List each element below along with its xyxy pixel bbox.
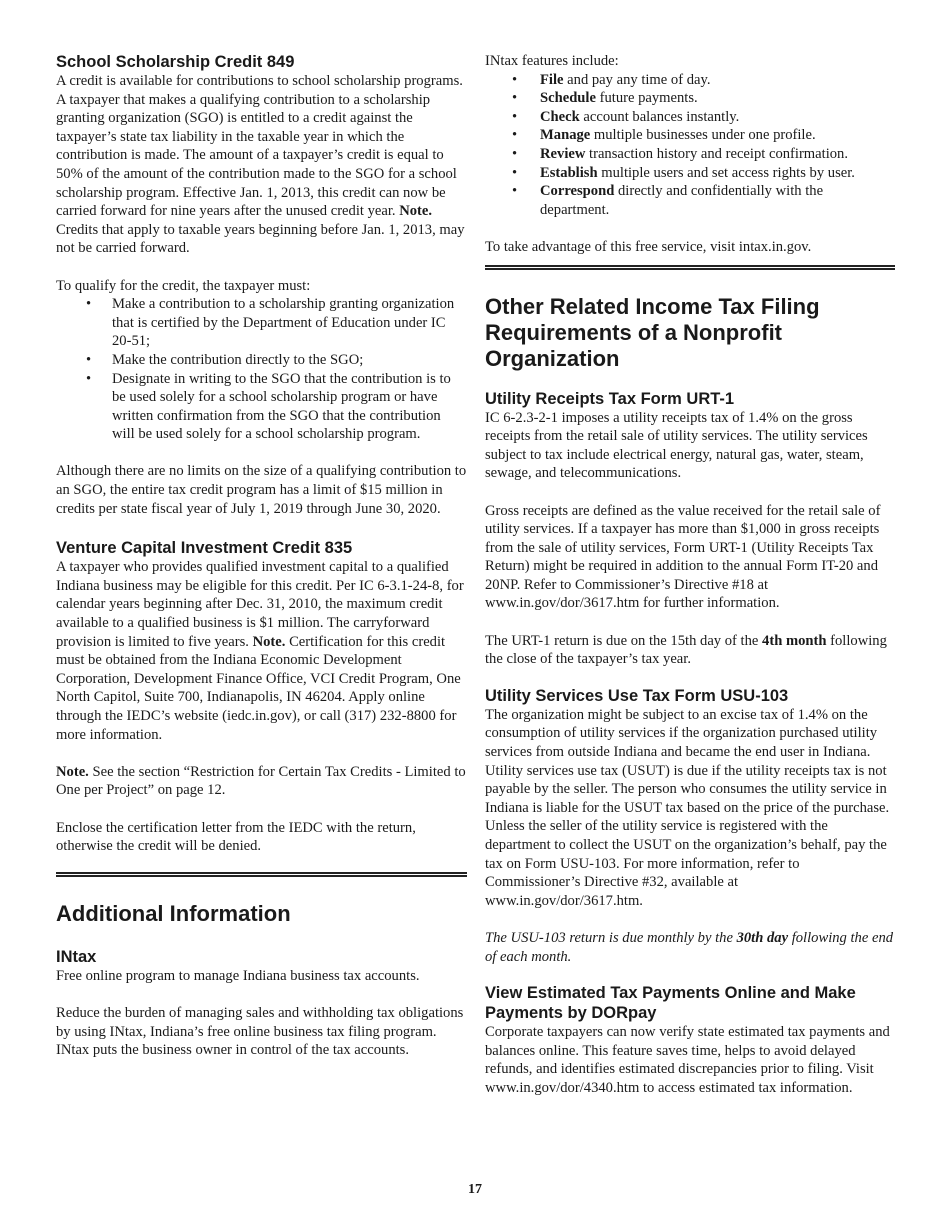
- left-column: [56, 52, 467, 1060]
- list-item: • Manage multiple businesses under one profile.: [485, 126, 895, 145]
- list-item: • File and pay any time of day.: [485, 71, 895, 90]
- vcic-p2-note: Note.: [56, 763, 89, 780]
- intax-outro: To take advantage of this free service, visit intax.in.gov.: [485, 238, 812, 255]
- list-item: • Review transaction history and receipt confirmation.: [485, 145, 895, 164]
- subsection-title-urt: Utility Receipts Tax Form URT-1: [485, 389, 735, 408]
- list-item: • Make the contribution directly to the SGO;: [56, 351, 467, 370]
- list-item: • Check account balances instantly.: [485, 108, 895, 127]
- ssc-p1-text: A credit is available for contributions to school scholarship programs. A taxpayer that makes a qualifying contribution to a scholarship granting organization (SGO) is entitled to a credit against the taxpayer’s state tax liability in the taxable year in which the contribution is made. The amount of a taxpayer’s credit is equal to 50% of the amount of the contribution made to the SGO for a school scholarship program. Effective Jan. 1, 2013, this credit can now be carried forward for nine years after the unused credit year.: [56, 73, 463, 220]
- intax-features-list: [485, 71, 895, 220]
- right-column: [485, 52, 895, 1098]
- urt-paragraph-1: IC 6-2.3-2-1 imposes a utility receipts tax of 1.4% on the gross receipts from the retail sale of utility services. The utility services subject to tax include electrical energy, natural gas, water, steam, sewage, and telecommunications.: [485, 409, 868, 482]
- usu-paragraph-1: The organization might be subject to an excise tax of 1.4% on the consumption of utility services if the organization purchased utility services from outside Indiana and became the end user in Indiana. Utility services use tax (USUT) is due if the utility receipts tax is not payable by the seller. The person who consumes the utility service in Indiana is liable for the USUT tax based on the price of the purchase. Unless the seller of the utility service is registered with the department to collect the USUT on the organization’s behalf, pay the tax on Form USU-103. For more information, refer to Commissioner’s Directive #32, available at www.in.gov/dor/3617.htm.: [485, 706, 890, 909]
- vcic-p1-text: A taxpayer who provides qualified investment capital to a qualified Indiana business may be eligible for this credit. Per IC 6-3.1-24-8, for calendar years beginning after Dec. 31, 2010, the maximum credit available to a qualified business is $1 million. The carryforward provision is limited to five years.: [56, 559, 464, 650]
- section-title-other-related-requirements: Other Related Income Tax Filing Requirements of a Nonprofit Organization: [485, 293, 820, 371]
- subsection-title-dorpay: View Estimated Tax Payments Online and Make Payments by DORpay: [485, 984, 856, 1023]
- urt-paragraph-3: The URT-1 return is due on the 15th day of the 4th month following the close of the taxpayer’s tax year.: [485, 632, 887, 668]
- dorpay-paragraph-1: Corporate taxpayers can now verify state estimated tax payments and balances online. This feature saves time, helps to avoid delayed refunds, and identifies estimated discrepancies prior to filing. Visit www.in.gov/dor/4340.htm to access estimated tax information.: [485, 1024, 890, 1096]
- vcic-paragraph-2: [56, 763, 467, 800]
- vcic-paragraph-3: Enclose the certification letter from the IEDC with the return, otherwise the credit will be denied.: [56, 819, 416, 855]
- ssc-paragraph-1: [56, 72, 467, 258]
- ssc-p1-text-cont: Credits that apply to taxable years beginning before Jan. 1, 2013, may not be carried forward.: [56, 221, 465, 257]
- usu-paragraph-2: The USU-103 return is due monthly by the 30th day following the end of each month.: [485, 929, 894, 965]
- vcic-p1-note: Note.: [252, 633, 286, 650]
- intax-paragraph-2: Reduce the burden of managing sales and withholding tax obligations by using INtax, Indiana’s free online business tax filing program. INtax puts the business owner in control of the tax accounts.: [56, 1004, 464, 1059]
- vcic-p2-text: See the section “Restriction for Certain Tax Credits - Limited to One per Project” on page 12.: [56, 763, 466, 799]
- page-number: 17: [468, 1182, 482, 1197]
- list-item: • Make a contribution to a scholarship granting organization that is certified by the Department of Education under IC 20-51;: [56, 295, 467, 351]
- intax-features-intro: INtax features include:: [485, 53, 619, 69]
- list-item: • Correspond directly and confidentially with the department.: [485, 182, 895, 219]
- ssc-qualify-list: [56, 295, 467, 444]
- urt-paragraph-2: Gross receipts are defined as the value received for the retail sale of utility services. If a taxpayer has more than $1,000 in gross receipts from the sale of utility services, Form URT-1 (Utility Receipts Tax Return) might be required in addition to the annual Form IT-20 and 20NP. Refer to Commissioner’s Directive #18 at www.in.gov/dor/3617.htm for further information.: [485, 502, 881, 612]
- subsection-title-intax: INtax: [56, 947, 97, 966]
- section-title-venture-capital-investment-credit: Venture Capital Investment Credit 835: [56, 539, 353, 558]
- list-item: • Schedule future payments.: [485, 89, 895, 108]
- list-item: • Establish multiple users and set access rights by user.: [485, 164, 895, 183]
- list-item: • Designate in writing to the SGO that the contribution is to be used solely for a school scholarship program or have written confirmation from the SGO that the contribution will be used solely for a school scholarship program.: [56, 370, 467, 444]
- ssc-paragraph-3: Although there are no limits on the size of a qualifying contribution to an SGO, the entire tax credit program has a limit of $15 million in credits per state fiscal year of July 1, 2019 through June 30, 2020.: [56, 463, 467, 517]
- intax-paragraph-1: Free online program to manage Indiana business tax accounts.: [56, 967, 420, 984]
- ssc-p1-note: Note.: [399, 203, 433, 220]
- subsection-title-usu: Utility Services Use Tax Form USU-103: [485, 686, 789, 705]
- vcic-paragraph-1: [56, 558, 467, 744]
- vcic-p1-text-cont: Certification for this credit must be obtained from the Indiana Economic Development Corporation, Development Finance Office, VCI Credit Program, One North Capitol, Suite 700, Indianapolis, IN 46204. Apply online through the IEDC’s website (iedc.in.gov), or call (317) 232-8800 for more information.: [56, 633, 461, 743]
- section-title-school-scholarship-credit: School Scholarship Credit 849: [56, 53, 295, 71]
- section-title-additional-information: Additional Information: [56, 900, 291, 926]
- ssc-paragraph-2: To qualify for the credit, the taxpayer must:: [56, 277, 311, 294]
